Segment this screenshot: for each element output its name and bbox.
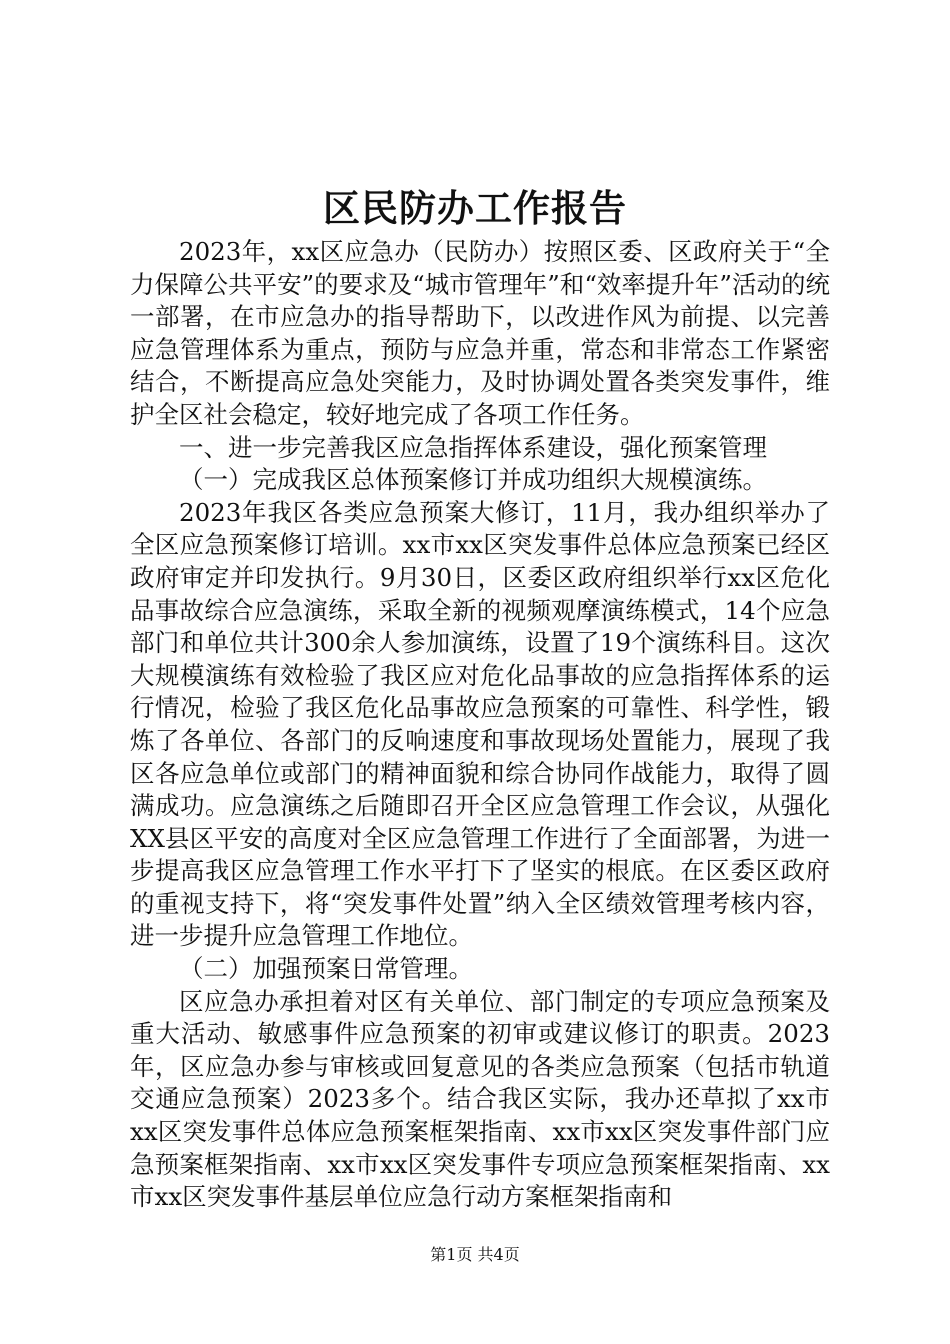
page-footer: 第1页 共4页	[430, 1245, 520, 1264]
paragraph-drill: 2023年我区各类应急预案大修订，11月，我办组织举办了全区应急预案修订培训。xx市xx区突发事件总体应急预案已经区政府审定并印发执行。9月30日，区委区政府组织举行xx区危化品事故综合应急演练，采取全新的视频观摩演练模式，14个应急部门和单位共计300余人参加演练，设置了19个演练科目。这次大规模演练有效检验了我区应对危化品事故的应急指挥体系的运行情况，检验了我区危化品事故应急预案的可靠性、科学性，锻炼了各单位、各部门的反响速度和事故现场处置能力，展现了我区各应急单位或部门的精神面貌和综合协同作战能力，取得了圆满成功。应急演练之后随即召开全区应急管理工作会议，从强化XX县区平安的高度对全区应急管理工作进行了全面部署，为进一步提高我区应急管理工作水平打下了坚实的根底。在区委区政府的重视支持下，将“突发事件处置”纳入全区绩效管理考核内容，进一步提升应急管理工作地位。	[130, 497, 830, 951]
document-body	[130, 236, 830, 1214]
subsection-heading-1: （一）完成我区总体预案修订并成功组织大规模演练。	[179, 465, 767, 495]
section-heading-1: 一、进一步完善我区应急指挥体系建设，强化预案管理	[179, 432, 767, 462]
paragraph-intro: 2023年，xx区应急办（民防办）按照区委、区政府关于“全力保障公共平安”的要求及“城市管理年”和“效率提升年”活动的统一部署，在市应急办的指导帮助下，以改进作风为前提、以完善应急管理体系为重点，预防与应急并重，常态和非常态工作紧密结合，不断提高应急处突能力，及时协调处置各类突发事件，维护全区社会稳定，较好地完成了各项工作任务。	[130, 237, 830, 429]
document-title: 区民防办工作报告	[323, 186, 627, 230]
subsection-heading-2: （二）加强预案日常管理。	[179, 954, 473, 984]
paragraph-plan-management: 区应急办承担着对区有关单位、部门制定的专项应急预案及重大活动、敏感事件应急预案的初审或建议修订的职责。2023年，区应急办参与审核或回复意见的各类应急预案（包括市轨道交通应急预案）2023多个。结合我区实际，我办还草拟了xx市xx区突发事件总体应急预案框架指南、xx市xx区突发事件部门应急预案框架指南、xx市xx区突发事件专项应急预案框架指南、xx市xx区突发事件基层单位应急行动方案框架指南和	[130, 986, 830, 1212]
